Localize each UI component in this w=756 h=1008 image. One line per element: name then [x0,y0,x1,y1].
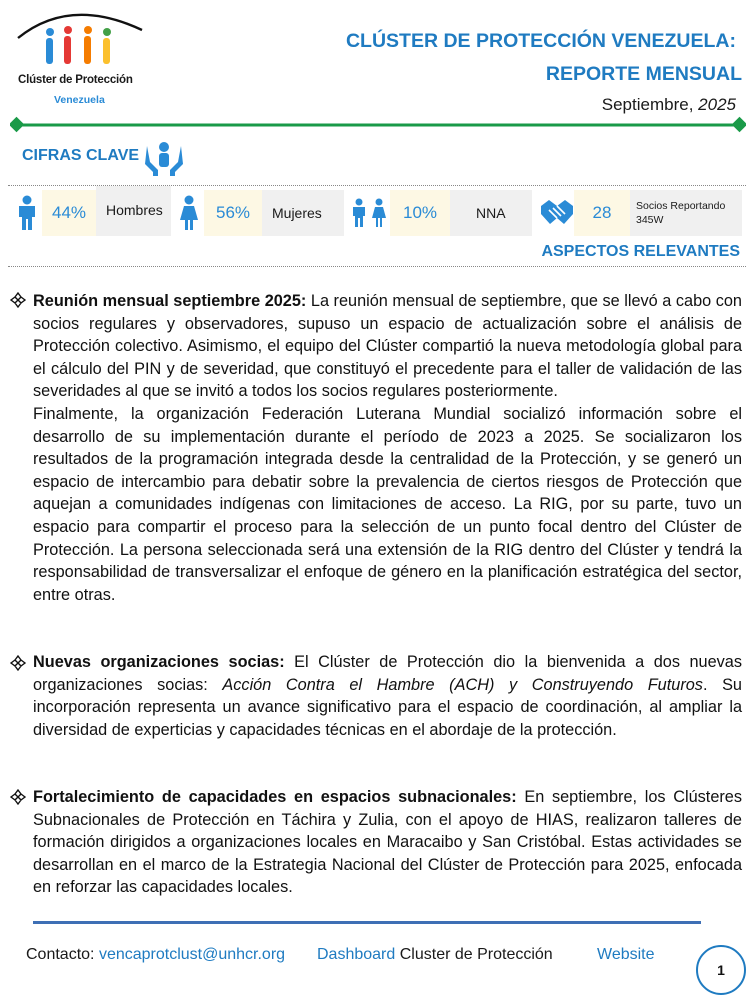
partners-count: 28 [574,190,630,236]
section-title: Nuevas organizaciones socias: [33,653,285,671]
logo-country: Venezuela [54,94,105,106]
men-label: Hombres [96,186,171,236]
contact-email-link[interactable]: vencaprotclust@unhcr.org [98,946,286,963]
diamond-bullet-icon [10,655,26,671]
man-icon [16,195,38,231]
people-icon [44,24,116,70]
section-text: El Clúster de Protección dio la bienvenida a dos nuevas organizaciones socias: [33,653,742,694]
header-divider [10,116,746,134]
partners-label-line2: 345W [636,214,664,226]
dashboard-text: Cluster de Protección [399,946,553,963]
dashboard-link[interactable]: Dashboard [317,946,396,963]
partners-label [630,190,742,236]
children-percent: 10% [390,190,450,236]
women-label: Mujeres [262,190,344,236]
handshake-icon [540,198,574,228]
report-date [602,95,736,115]
men-percent: 44% [42,190,96,236]
section-text-after: . Su incorporación representa un avance significativo para el espacio de coordinación, al ampliar la diversidad de experticias y capacidades técnicas en el abordaje de la protección. [33,675,742,739]
contact-label: Contacto: [26,946,95,963]
partners-label-line1: Socios Reportando [636,200,726,212]
section-text: En septiembre, los Clústeres Subnacionales de Protección en Táchira y Zulia, con el apoyo de HIAS, realizaron talleres de formación dirigidos a organizaciones locales en Maracaibo y San Cristóbal. Estas actividades se desarrollan en el marco de la Estrategia Nacional del Clúster de Protección para 2025, enfocada en reforzar las capacidades locales. [33,788,742,897]
section-capacity-building [33,786,742,899]
diamond-bullet-icon [10,789,26,805]
women-percent: 56% [204,190,262,236]
section-text: La reunión mensual de septiembre, que se llevó a cabo con socios regulares y observadores, supuso un espacio de actualización sobre el análisis de Protección colectivo. Asimismo, el equipo del Clúster compartió la nueva metodología global para el cálculo del PIN y de severidad, que constituyó el precedente para el taller de validación de las severidades al que se invitó a todos los socios regulares posteriormente. [33,292,742,401]
report-month: Septiembre, [601,95,694,114]
page-number: 1 [696,945,746,995]
key-figures-heading: CIFRAS CLAVE [22,147,140,164]
cluster-logo [10,2,150,112]
footer-dashboard [317,946,553,964]
report-subtitle: REPORTE MENSUAL [545,63,742,85]
diamond-bullet-icon [10,292,26,308]
relevant-aspects-heading: ASPECTOS RELEVANTES [541,243,740,260]
footer-divider [33,921,701,924]
section-monthly-meeting [33,290,742,606]
section-new-partners [33,651,742,741]
logo-name: Clúster de Protección [18,74,133,86]
section-italic-orgs: Acción Contra el Hambre (ACH) y Construyendo Futuros [222,675,703,694]
children-label: NNA [450,190,532,236]
woman-icon [178,195,200,231]
children-icon [350,198,390,228]
report-title: CLÚSTER DE PROTECCIÓN VENEZUELA: [345,30,736,52]
report-year: 2025 [698,95,736,114]
dotted-divider [8,266,746,267]
hands-person-icon [144,140,184,178]
footer-contact [26,946,285,964]
website-link[interactable]: Website [597,946,655,963]
section-title: Fortalecimiento de capacidades en espacios subnacionales: [33,788,517,806]
section-text-2: Finalmente, la organización Federación Luterana Mundial socializó información sobre el desarrollo de su implementación durante el período de 2023 a 2025. Se socializaron los resultados de la programación integrada desde la centralidad de la Protección, y se generó un espacio de intercambio para debatir sobre la prevalencia de ciertos riesgos de Protección que aquejan a comunidades indígenas con limitaciones de acceso. La RIG, por su parte, tuvo un espacio para compartir el proceso para la selección de un punto focal dentro del Clúster de Protección. La persona seleccionada será una extensión de la RIG dentro del Clúster y tendrá la responsabilidad de transversalizar el enfoque de género en la planificación estratégica del sector, entre otras. [33,404,742,604]
section-title: Reunión mensual septiembre 2025: [33,292,307,310]
